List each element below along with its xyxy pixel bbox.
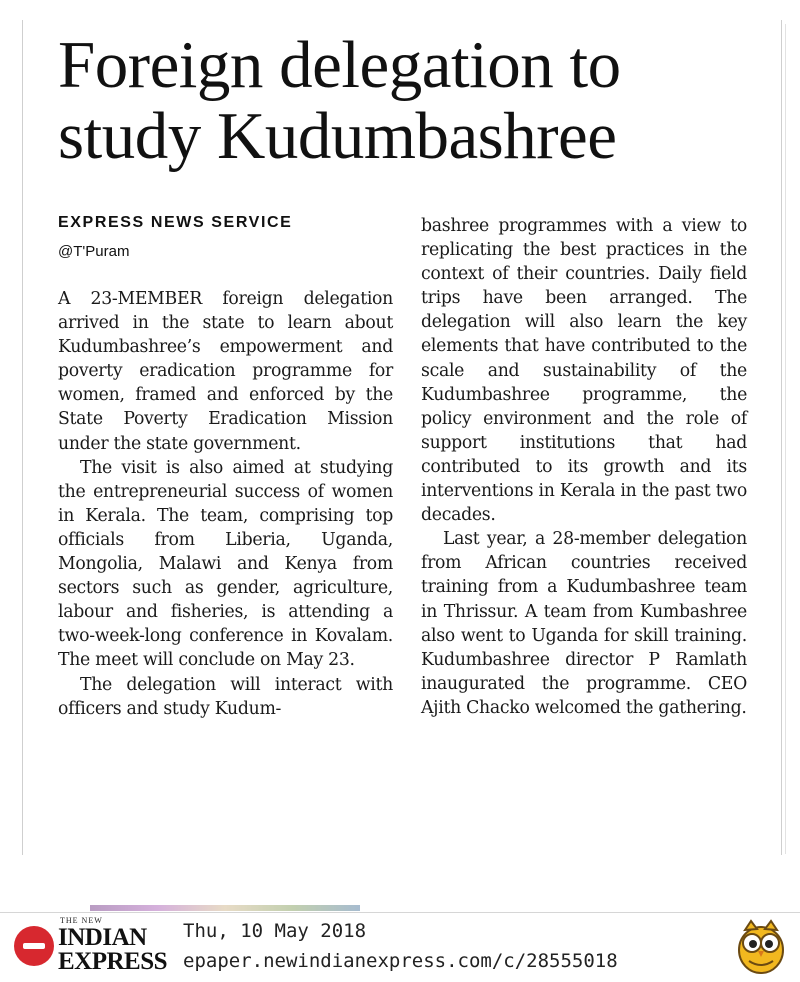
paragraph: The delegation will interact with officers and study Kudum-: [58, 674, 393, 719]
next-clip-edge: [90, 905, 360, 911]
article-column-1: [58, 287, 393, 721]
owl-icon: [735, 915, 787, 975]
logo-line-2: EXPRESS: [58, 948, 168, 975]
paragraph: A 23-MEMBER foreign delegation arrived in the state to learn about Kudumbashree’s empowerment and poverty eradication programme for women, framed and enforced by the State Poverty Eradication Mission under the state government.: [58, 289, 393, 454]
logo-line-1: INDIAN: [58, 924, 147, 951]
left-border: [22, 20, 23, 855]
headline-line-1: Foreign delegation to: [58, 28, 621, 102]
epaper-link[interactable]: epaper.newindianexpress.com/c/28555018: [183, 950, 618, 972]
headline: [58, 30, 758, 172]
newspaper-logo-icon: [14, 926, 54, 966]
dateline: @T'Puram: [58, 243, 130, 260]
right-border: [781, 20, 782, 855]
paragraph: Last year, a 28-member delegation from African countries received training from a Kudumbashree team in Thrissur. A team from Kumbashree also went to Uganda for skill training. Kudumbashree director P Ramlath inaugurated the programme. CEO Ajith Chacko welcomed the gathering.: [421, 529, 747, 718]
headline-line-2: study Kudumbashree: [58, 99, 617, 173]
paragraph: bashree programmes with a view to replicating the best practices in the context of their countries. Daily field trips have been arranged. The delegation will also learn the key elements that have contributed to the scale and sustainability of the Kudumbashree programme, the policy environment and the role of support institutions that had contributed to its growth and its interventions in Kerala in the past two decades.: [421, 216, 747, 526]
adjacent-column-edge: [785, 24, 800, 854]
logo-small-text: THE NEW: [60, 916, 103, 925]
byline: EXPRESS NEWS SERVICE: [58, 214, 293, 231]
footer-divider: [0, 912, 800, 913]
newspaper-logo: [58, 926, 167, 974]
edition-date: Thu, 10 May 2018: [183, 920, 367, 942]
paragraph: The visit is also aimed at studying the entrepreneurial success of women in Kerala. The team, comprising top officials from Liberia, Uganda, Mongolia, Malawi and Kenya from sectors such as gender, agriculture, labour and fisheries, is attending a two-week-long conference in Kovalam. The meet will conclude on May 23.: [58, 457, 393, 671]
article-column-2: [421, 214, 747, 720]
